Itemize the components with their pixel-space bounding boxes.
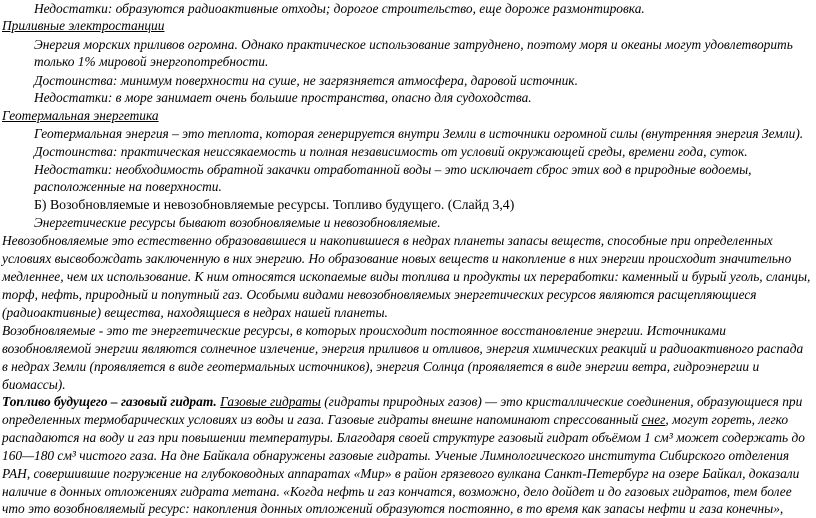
gas-hydrate-definition: (гидраты природных газов) — это кристаллические соединения, образующиеся при (320, 394, 803, 409)
subsection-heading: Б) Возобновляемые и невозобновляемые ресурсы. Топливо будущего. (Слайд 3,4) (34, 197, 515, 212)
text-segment: , могут гореть, легко (665, 412, 789, 427)
text-line: торф, нефть, природный и попутный газ. Особыми видами невозобновляемых энергетических ресурсов являются расщепляющиеся (2, 287, 757, 302)
text-line: биомассы). (2, 377, 66, 392)
text-line: медленнее, чем их использование. К ним относятся ископаемые виды топлива и продукты их переработки: каменный и бурый уголь, сланцы, (2, 269, 811, 284)
text-line: Недостатки: необходимость обратной закачки отработанной воды – это исключает сброс этих вод в природные водоемы, (34, 162, 752, 177)
text-line: РАН, совершившие погружение на глубоководных аппаратах «Мир» в район грязевого вулкана Санкт-Петербург на озере Байкал, доказали (2, 466, 800, 481)
text-line: что это возобновляемый ресурс: накопления донных отложений образуются постоянно, в то время как запасы нефти и газа конечны», (2, 501, 784, 516)
text-line: Энергия морских приливов огромна. Однако практическое использование затруднено, поэтому моря и океаны могут удовлетворить (34, 37, 793, 52)
text-line: 160—180 см³ чистого газа. На дне Байкала обнаружены газовые гидраты. Ученые Лимнологического института Сибирского отделения (2, 448, 790, 463)
text-line: Недостатки: образуются радиоактивные отходы; дорогое строительство, еще дороже размонтировка. (34, 1, 645, 16)
gas-hydrate-intro-line (2, 393, 802, 411)
text-segment: определенных термобарических условиях из воды и газа. Газовые гидраты внешне напоминают спрессованный (2, 412, 642, 427)
text-line: Геотермальная энергия – это теплота, которая генерируется внутри Земли в источники огромной силы (внутренняя энергия Земли). (34, 126, 804, 141)
gas-hydrates-link[interactable]: Газовые гидраты (220, 394, 321, 409)
text-line: Возобновляемые - это те энергетические ресурсы, в которых происходит постоянное восстановление энергии. Источниками (2, 323, 726, 338)
text-line: возобновляемой энергии являются солнечное излечение, энергия приливов и отливов, энергия химических реакций и радиоактивного распада (2, 341, 804, 356)
text-line: Энергетические ресурсы бывают возобновляемые и невозобновляемые. (34, 215, 441, 230)
gas-hydrate-title: Топливо будущего – газовый гидрат. (2, 394, 217, 409)
text-line: распадаются на воду и газ при повышении температуры. Благодаря своей структуре газовый гидрат объёмом 1 см³ может содержать до (2, 430, 805, 445)
section-heading-tidal: Приливные электростанции (2, 18, 165, 33)
text-line: наличие в донных отложениях гидрата метана. «Когда нефть и газ кончатся, возможно, дело дойдет и до газовых гидратов, тем более (2, 484, 792, 499)
text-line: в недрах Земли (проявляется в виде геотермальных источников), энергия Солнца (проявляется в виде энергии ветра, гидроэнергии и (2, 359, 760, 374)
text-line: Достоинства: минимум поверхности на суше, не загрязняется атмосфера, даровой источник. (34, 73, 578, 88)
text-line: (радиоактивные) вещества, находящиеся в недрах нашей планеты. (2, 305, 388, 320)
text-line (2, 411, 788, 429)
section-heading-geothermal: Геотермальная энергетика (2, 108, 159, 123)
text-line: Достоинства: практическая неиссякаемость и полная независимость от условий окружающей среды, времени года, суток. (34, 144, 748, 159)
text-line: только 1% мировой энергопотребности. (34, 54, 269, 69)
snow-link[interactable]: снег (641, 412, 666, 427)
text-line: расположенные на поверхности. (34, 179, 222, 194)
text-line: Невозобновляемые это естественно образовавшиеся и накопившиеся в недрах планеты запасы веществ, способные при определенных (2, 233, 773, 248)
text-line: условиях высвобождать заключенную в них энергию. Но образование новых веществ и накопление в них энергии происходит значительно (2, 251, 792, 266)
text-line: Недостатки: в море занимает очень большие пространства, опасно для судоходства. (34, 90, 532, 105)
